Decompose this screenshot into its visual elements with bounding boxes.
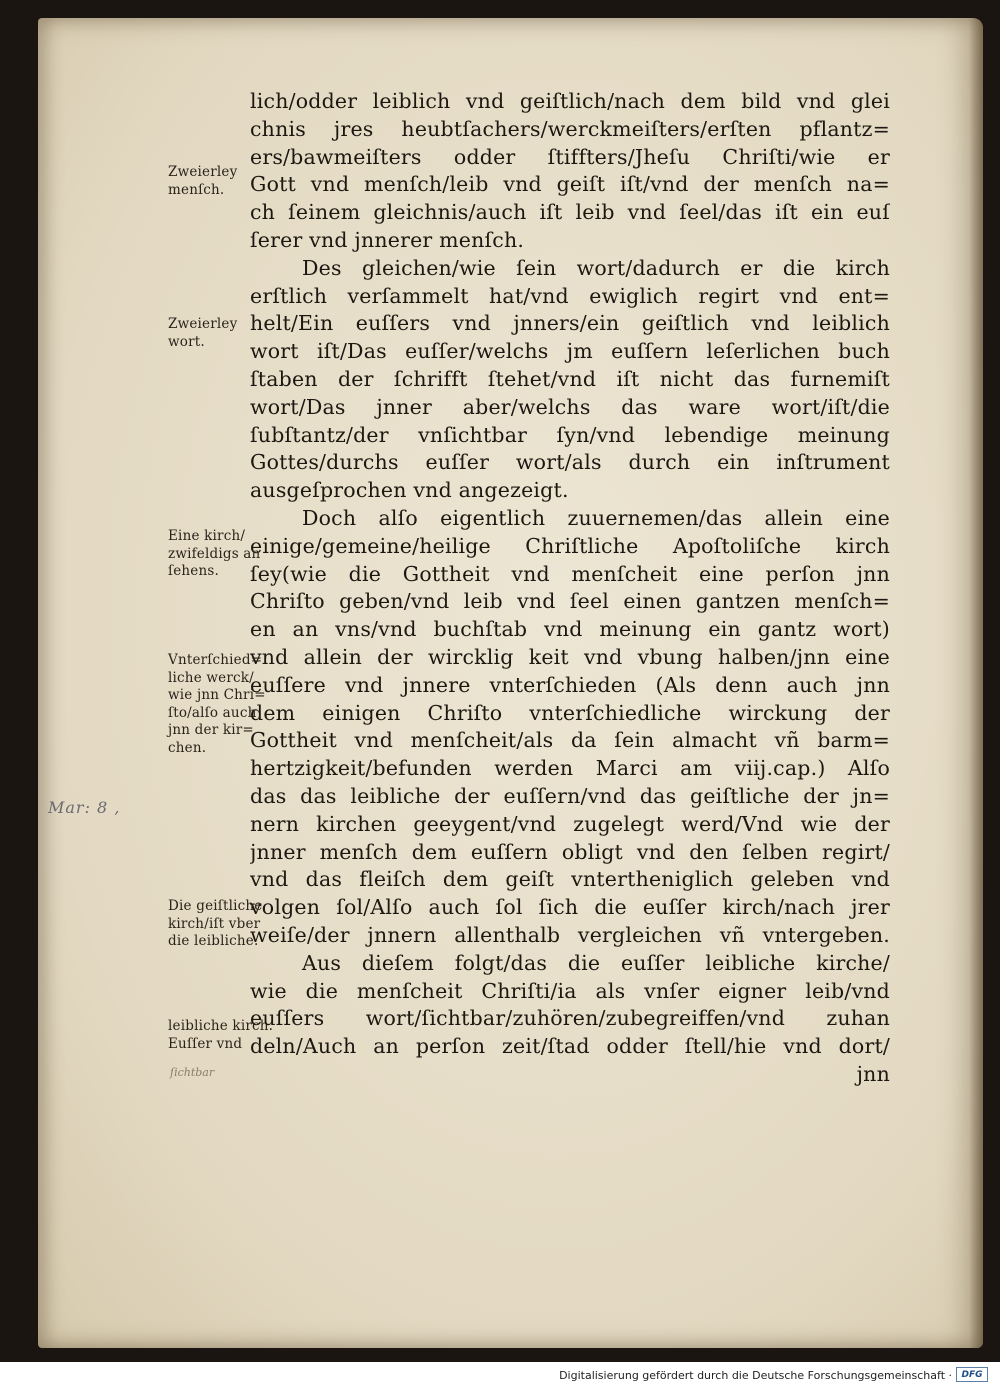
main-text-block bbox=[250, 88, 890, 1089]
text-line: jnn bbox=[856, 1061, 890, 1086]
gloss-line: Euſſer vnd bbox=[168, 1035, 243, 1052]
gloss-line: liche werck/ bbox=[168, 669, 254, 686]
margin-gloss-4 bbox=[168, 652, 266, 757]
footer-bar bbox=[0, 1362, 1000, 1388]
gloss-line: Vnterſchied= bbox=[168, 652, 263, 668]
text-line: ch ſeinem gleichnis/auch iſt leib vnd ſeel/das iſt ein euſ bbox=[250, 200, 890, 225]
text-line: euſſere vnd jnnere vnterſchieden (Als denn auch jnn bbox=[250, 672, 890, 697]
text-line: Des gleichen/wie ſein wort/dadurch er die kirch bbox=[302, 255, 890, 280]
gloss-line: kirch/iſt vber bbox=[168, 915, 261, 932]
text-line: erſtlich verſammelt hat/vnd ewiglich regirt vnd ent= bbox=[250, 283, 890, 308]
text-line: ers/bawmeiſters odder ſtiffters/Jheſu Chriſti/wie er bbox=[250, 144, 890, 169]
text-line: weiſe/der jnnern allenthalb vergleichen vñ vntergeben. bbox=[250, 922, 890, 947]
margin-gloss-6 bbox=[168, 1018, 273, 1053]
margin-gloss-2 bbox=[168, 316, 237, 351]
gloss-line: jnn der kir= bbox=[168, 722, 254, 738]
text-line: ſey(wie die Gottheit vnd menſcheit eine perſon jnn bbox=[250, 561, 890, 586]
text-line: Gottheit vnd menſcheit/als da ſein almacht vñ barm= bbox=[250, 728, 890, 753]
text-line: vnd das fleiſch dem geiſt vntertheniglich geleben vnd bbox=[250, 867, 890, 892]
text-line: ſubſtantz/der vnſichtbar ſyn/vnd lebendige meinung bbox=[250, 422, 890, 447]
funding-credit: Digitalisierung gefördert durch die Deutsche Forschungsgemeinschaft · bbox=[559, 1369, 952, 1382]
gloss-line: leibliche kirch. bbox=[168, 1018, 274, 1034]
text-line: Gott vnd menſch/leib vnd geiſt iſt/vnd der menſch na= bbox=[250, 172, 890, 197]
text-line: Gottes/durchs euſſer wort/als durch ein inſtrument bbox=[250, 450, 890, 475]
text-line: hertzigkeit/befunden werden Marci am viij.cap.) Alſo bbox=[250, 756, 890, 781]
text-line: nern kirchen geeygent/vnd zugelegt werd/Vnd wie der bbox=[250, 811, 890, 836]
gloss-line: menſch. bbox=[168, 181, 225, 198]
gloss-line: ſto/alſo auch bbox=[168, 704, 257, 721]
dfg-logo: DFG bbox=[956, 1367, 988, 1382]
text-line: wie die menſcheit Chriſti/ia als vnſer eigner leib/vnd bbox=[250, 978, 890, 1003]
text-line: ausgeſprochen vnd angezeigt. bbox=[250, 478, 569, 503]
text-line: einige/gemeine/heilige Chriſtliche Apoſtoliſche kirch bbox=[250, 533, 890, 558]
text-line: ſerer vnd jnnerer menſch. bbox=[250, 227, 525, 252]
margin-gloss-3 bbox=[168, 528, 260, 581]
margin-gloss-1 bbox=[168, 164, 237, 199]
gloss-line: wort. bbox=[168, 333, 205, 350]
text-line: jnner menſch dem euſſern obligt vnd den ſelben regirt/ bbox=[250, 839, 890, 864]
gloss-line: Zweierley bbox=[168, 316, 238, 332]
text-line: Chriſto geben/vnd leib vnd ſeel einen gantzen menſch= bbox=[250, 589, 890, 614]
gloss-line: zwifeldigs an bbox=[168, 545, 261, 562]
text-line: wort/Das jnner aber/welchs das ware wort/iſt/die bbox=[250, 394, 890, 419]
manuscript-annotation: Mar: 8 , bbox=[48, 798, 121, 817]
text-line: das das leibliche der euſſern/vnd das geiſtliche der jn= bbox=[250, 783, 890, 808]
text-line: lich/odder leiblich vnd geiſtlich/nach dem bild vnd glei bbox=[250, 89, 890, 113]
text-line: Doch alſo eigentlich zuuernemen/das allein eine bbox=[302, 505, 890, 530]
text-line: chnis jres heubtſachers/werckmeiſters/erſten pflantz= bbox=[250, 116, 890, 141]
gloss-line: die leibliche. bbox=[168, 933, 259, 949]
gloss-line: ſehens. bbox=[168, 563, 219, 579]
text-line: ſtaben der ſchrifft ſtehet/vnd iſt nicht das furnemiſt bbox=[250, 366, 890, 391]
gloss-line: Zweierley bbox=[168, 164, 238, 180]
text-line: helt/Ein euſſers vnd jnners/ein geiſtlich vnd leiblich bbox=[250, 311, 890, 336]
gloss-line: Eine kirch/ bbox=[168, 528, 246, 544]
text-line: euſſers wort/ſichtbar/zuhören/zubegreiffen/vnd zuhan bbox=[250, 1006, 890, 1031]
gloss-line: chen. bbox=[168, 739, 207, 756]
margin-gloss-5 bbox=[168, 898, 262, 951]
text-line: deln/Auch an perſon zeit/ſtad odder ſtell/hie vnd dort/ bbox=[250, 1034, 890, 1059]
text-line: volgen ſol/Alſo auch ſol ſich die euſſer kirch/nach jrer bbox=[250, 895, 890, 920]
text-line: dem einigen Chriſto vnterſchiedliche wirckung der bbox=[250, 700, 890, 725]
text-line: en an vns/vnd buchſtab vnd meinung ein gantz wort) bbox=[250, 617, 890, 642]
text-line: vnd allein der wircklig keit vnd vbung halben/jnn eine bbox=[250, 644, 890, 669]
faint-annotation: ſichtbar bbox=[170, 1066, 215, 1079]
gloss-line: wie jnn Chri= bbox=[168, 687, 266, 703]
text-line: wort iſt/Das euſſer/welchs jm euſſern leſerlichen buch bbox=[250, 339, 890, 364]
gloss-line: Die geiſtliche bbox=[168, 898, 263, 914]
page-edge-shadow bbox=[969, 18, 983, 1348]
text-line: Aus dieſem folgt/das die euſſer leibliche kirche/ bbox=[302, 950, 890, 975]
